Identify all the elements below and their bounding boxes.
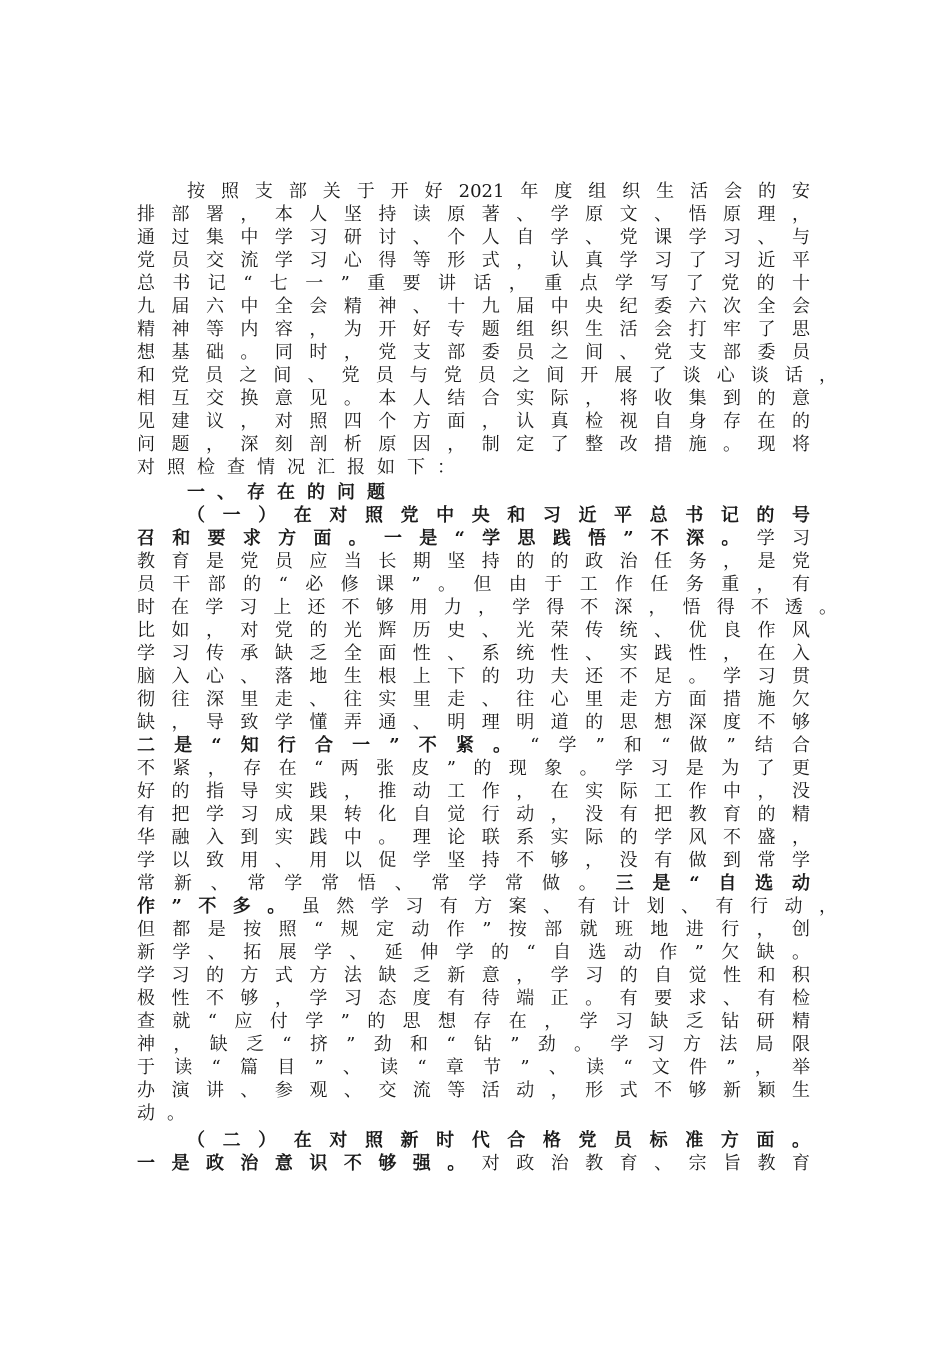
paragraph-line: 学以致用、用以促学坚持不够，没有做到常学 — [137, 850, 810, 871]
paragraph-line: 神，缺乏“挤”劲和“钻”劲。学习方法局限 — [137, 1034, 810, 1055]
paragraph-line: 党员交流学习心得等形式，认真学习了习近平 — [137, 250, 810, 271]
paragraph-line: 学习的方式方法缺乏新意，学习的自觉性和积 — [137, 965, 810, 986]
text-run: 虽然学习有方案、有计划、有行动， — [301, 896, 837, 917]
text-run: “学”和“做”结合 — [530, 735, 810, 756]
paragraph-line: 按照支部关于开好2021年度组织生活会的安 — [187, 181, 810, 202]
paragraph-line: 教育是党员应当长期坚持的的政治任务，是党 — [137, 551, 810, 572]
paragraph-line: 新学、拓展学、延伸学的“自选动作”欠缺。 — [137, 942, 810, 963]
paragraph-line: 时在学习上还不够用力，学得不深，悟得不透。 — [137, 597, 837, 618]
paragraph-line: 总书记“七一”重要讲话，重点学写了党的十 — [137, 273, 810, 294]
paragraph-line: 于读“篇目”、读“章节”、读“文件”，举 — [137, 1057, 810, 1078]
paragraph-line — [137, 1152, 810, 1175]
bold-run: 作”不多。 — [137, 896, 302, 917]
paragraph-line: 缺，导致学懂弄通、明理明道的思想深度不够 — [137, 712, 810, 733]
paragraph-line — [137, 895, 837, 918]
paragraph-line: 问题，深刻剖析原因，制定了整改措施。现将 — [137, 434, 810, 455]
paragraph-line: 查就“应付学”的思想存在，学习缺乏钻研精 — [137, 1011, 810, 1032]
paragraph-line: 脑入心、落地生根上下的功夫还不足。学习贯 — [137, 666, 810, 687]
bold-run: 三是“自选动 — [615, 873, 810, 894]
paragraph-line: 想基础。同时，党支部委员之间、党支部委员 — [137, 342, 810, 363]
paragraph-line: 有把学习成果转化自觉行动，没有把教育的精 — [137, 804, 810, 825]
paragraph-line: 华融入到实践中。理论联系实际的学风不盛， — [137, 827, 810, 848]
paragraph-line — [137, 527, 810, 550]
text-run: 对政治教育、宗旨教育 — [481, 1153, 811, 1174]
paragraph-line: 不紧，存在“两张皮”的现象。学习是为了更 — [137, 758, 810, 779]
subsection-heading: （一）在对照党中央和习近平总书记的号 — [187, 505, 810, 526]
paragraph-line: 员干部的“必修课”。但由于工作任务重，有 — [137, 574, 810, 595]
paragraph-line: 对照检查情况汇报如下： — [137, 457, 467, 478]
paragraph-line: 相互交换意见。本人结合实际，将收集到的意 — [137, 388, 810, 409]
paragraph-line: 动。 — [137, 1103, 197, 1124]
paragraph-line: 学习传承缺乏全面性、系统性、实践性，在入 — [137, 643, 810, 664]
text-run: 常新、常学常悟、常学常做。 — [137, 873, 616, 894]
paragraph-line: 和党员之间、党员与党员之间开展了谈心谈话， — [137, 365, 837, 386]
paragraph-line: 精神等内容，为开好专题组织生活会打牢了思 — [137, 319, 810, 340]
paragraph-line: 彻往深里走、往实里走、往心里走方面措施欠 — [137, 689, 810, 710]
paragraph-line: 但都是按照“规定动作”按部就班地进行，创 — [137, 919, 810, 940]
paragraph-line: 九届六中全会精神、十九届中央纪委六次全会 — [137, 296, 810, 317]
section-heading: 一、存在的问题 — [187, 482, 397, 503]
paragraph-line: 见建议，对照四个方面，认真检视自身存在的 — [137, 411, 810, 432]
bold-run: 召和要求方面。一是“学思践悟”不深。 — [137, 528, 757, 549]
paragraph-line: 好的指导实践，推动工作，在实际工作中，没 — [137, 781, 810, 802]
text-run: 学习 — [756, 528, 810, 549]
paragraph-line: 通过集中学习研讨、个人自学、党课学习、与 — [137, 227, 810, 248]
paragraph-line: 排部署，本人坚持读原著、学原文、悟原理， — [137, 204, 810, 225]
bold-run: 二是“知行合一”不紧。 — [137, 735, 531, 756]
paragraph-line: 办演讲、参观、交流等活动，形式不够新颖生 — [137, 1080, 810, 1101]
subsection-heading: （二）在对照新时代合格党员标准方面。 — [187, 1130, 810, 1151]
paragraph-line: 比如，对党的光辉历史、光荣传统、优良作风 — [137, 620, 810, 641]
paragraph-line: 极性不够，学习态度有待端正。有要求、有检 — [137, 988, 810, 1009]
bold-run: 一是政治意识不够强。 — [137, 1153, 482, 1174]
paragraph-line — [137, 872, 810, 895]
paragraph-line — [137, 734, 810, 757]
